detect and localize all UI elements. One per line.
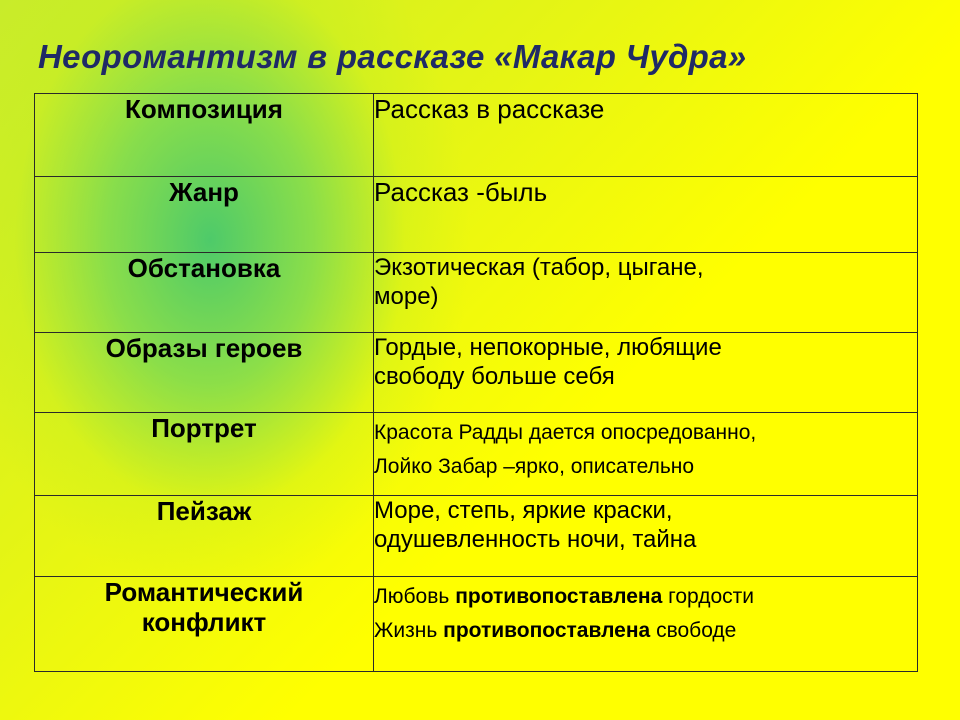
row-value-text: Рассказ в рассказе (374, 94, 605, 124)
row-value (374, 94, 918, 177)
row-label-text: Обстановка (127, 253, 281, 283)
slide-title: Неоромантизм в рассказе «Макар Чудра» (38, 38, 747, 75)
row-label-text: Композиция (125, 94, 283, 124)
table-row-landscape (35, 496, 918, 577)
row-value (374, 177, 918, 253)
row-label-text: Образы героев (105, 333, 303, 363)
row-label-line: Романтический (104, 577, 304, 607)
row-value-line: Море, степь, яркие краски, (374, 497, 673, 524)
conflict-line (374, 614, 917, 648)
row-value (374, 496, 918, 577)
table-row-portrait (35, 413, 918, 496)
row-label-line: конфликт (141, 607, 267, 637)
table-row-setting (35, 253, 918, 333)
row-value (374, 253, 918, 333)
table-row-genre (35, 177, 918, 253)
conflict-verb: противопоставлена (455, 585, 663, 608)
row-value (374, 577, 918, 672)
conflict-verb: противопоставлена (443, 619, 651, 642)
row-value-line: одушевленность ночи, тайна (374, 526, 697, 553)
row-value-line: Экзотическая (табор, цыгане, (374, 254, 704, 281)
row-label (35, 333, 374, 413)
row-label (35, 577, 374, 672)
row-label-text: Пейзаж (156, 496, 252, 526)
row-label-text: Жанр (169, 177, 239, 207)
conflict-object: гордости (668, 585, 754, 608)
row-value-line: Гордые, непокорные, любящие (374, 334, 722, 361)
table-row-composition (35, 94, 918, 177)
row-label-text: Портрет (151, 413, 257, 443)
row-value-line: свободу больше себя (374, 363, 615, 390)
row-value (374, 333, 918, 413)
row-value-line: Лойко Забар –ярко, описательно (374, 455, 695, 478)
row-value-line: море) (374, 283, 439, 310)
row-value-text: Рассказ -быль (374, 177, 548, 207)
table-row-conflict (35, 577, 918, 672)
conflict-line (374, 580, 917, 614)
row-label (35, 496, 374, 577)
comparison-table (34, 93, 918, 672)
table-row-characters (35, 333, 918, 413)
conflict-subject: Жизнь (374, 619, 438, 642)
row-label (35, 253, 374, 333)
conflict-object: свободе (656, 619, 737, 642)
conflict-subject: Любовь (374, 585, 450, 608)
row-value-line: Красота Радды дается опосредованно, (374, 421, 757, 444)
row-label (35, 177, 374, 253)
row-value (374, 413, 918, 496)
row-label (35, 413, 374, 496)
row-label (35, 94, 374, 177)
